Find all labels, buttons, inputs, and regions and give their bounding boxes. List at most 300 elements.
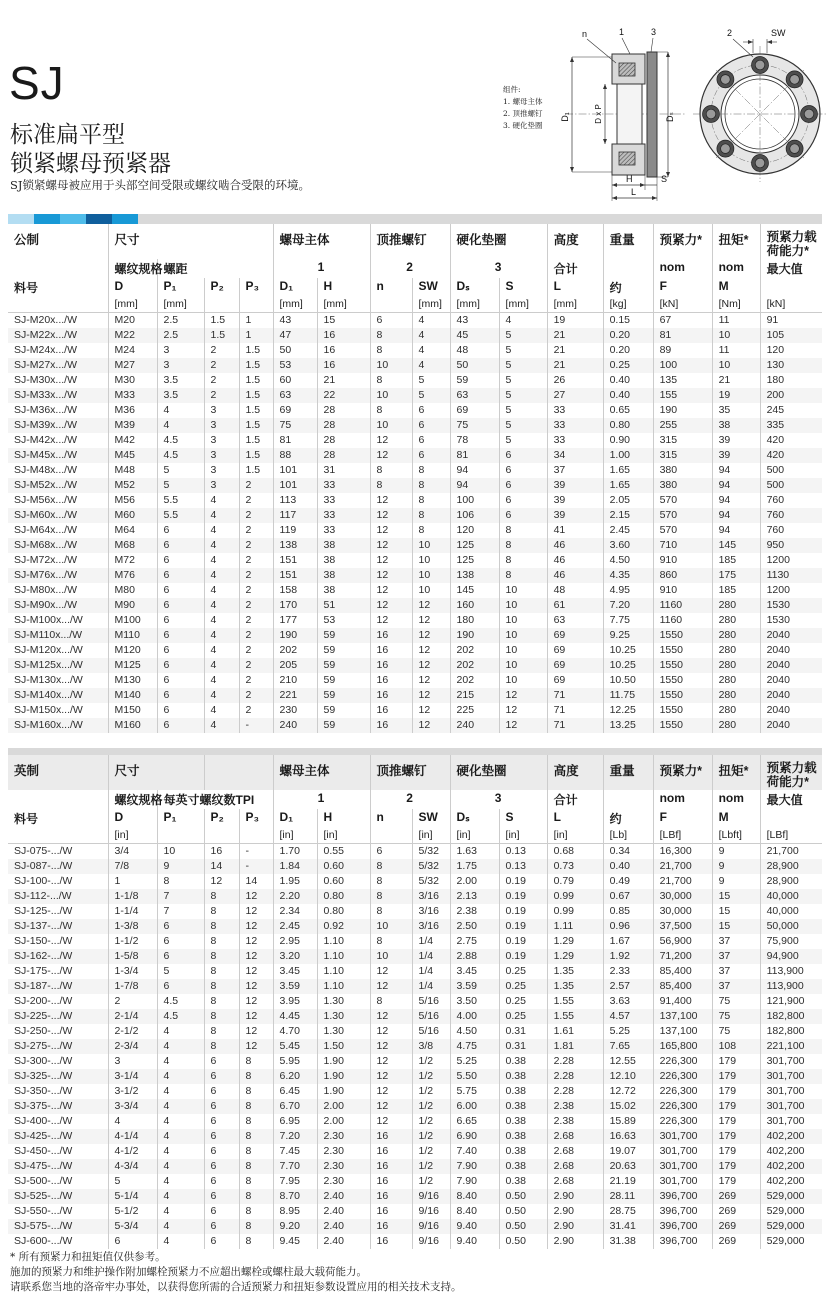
table-cell: 28 <box>317 403 370 418</box>
header-cell: 1 <box>273 790 370 809</box>
table-cell: 2.5 <box>157 328 204 343</box>
header-cell <box>8 790 108 809</box>
table-cell: 9.40 <box>450 1219 499 1234</box>
table-cell: 301,700 <box>760 1114 822 1129</box>
table-cell: 0.65 <box>603 403 653 418</box>
table-cell: 9.40 <box>450 1234 499 1249</box>
table-row <box>8 1189 822 1204</box>
table-cell: 1.65 <box>603 478 653 493</box>
table-cell: 4 <box>204 493 239 508</box>
table-cell: 1.35 <box>547 964 603 979</box>
table-cell: 9.45 <box>273 1234 317 1249</box>
table-cell: 8.95 <box>273 1204 317 1219</box>
table-cell: 6.95 <box>273 1114 317 1129</box>
table-cell: 529,000 <box>760 1234 822 1249</box>
header-cell: n <box>370 809 412 828</box>
dim-label-s: S <box>661 174 668 184</box>
table-cell: 2 <box>239 613 273 628</box>
table-cell: 16.63 <box>603 1129 653 1144</box>
table-row <box>8 979 822 994</box>
table-cell: 6.20 <box>273 1069 317 1084</box>
header-cell: 螺纹规格 <box>108 259 157 278</box>
table-cell: 3.5 <box>157 388 204 403</box>
table-cell: 6 <box>370 313 412 329</box>
table-cell: 12 <box>370 448 412 463</box>
table-cell: 280 <box>712 658 760 673</box>
table-cell: 59 <box>317 673 370 688</box>
table-cell: 6 <box>370 844 412 860</box>
table-cell: 2 <box>239 568 273 583</box>
part-number-cell: SJ-525-.../W <box>14 1190 73 1202</box>
table-cell: M48 <box>108 463 157 478</box>
table-cell: 10 <box>412 568 450 583</box>
table-cell: 7.45 <box>273 1144 317 1159</box>
table-cell: 6 <box>204 1234 239 1249</box>
table-cell: 269 <box>712 1204 760 1219</box>
table-cell: 4.00 <box>450 1009 499 1024</box>
table-cell: M120 <box>108 643 157 658</box>
table-row <box>8 1024 822 1039</box>
table-cell: 12 <box>370 508 412 523</box>
table-cell: 3 <box>204 433 239 448</box>
table-cell: 10 <box>370 418 412 433</box>
accent-band-segment <box>112 214 138 224</box>
table-cell: 1/2 <box>412 1159 450 1174</box>
table-row <box>8 949 822 964</box>
table-cell: 59 <box>317 688 370 703</box>
table-cell: 2-1/2 <box>108 1024 157 1039</box>
table-cell: 315 <box>653 433 712 448</box>
table-cell: 179 <box>712 1099 760 1114</box>
table-cell: 1-3/4 <box>108 964 157 979</box>
table-cell: 301,700 <box>653 1174 712 1189</box>
table-cell: 221 <box>273 688 317 703</box>
table-cell: 7.90 <box>450 1159 499 1174</box>
table-cell: 47 <box>273 328 317 343</box>
table-cell: 2.28 <box>547 1069 603 1084</box>
table-cell: 1.84 <box>273 859 317 874</box>
part-number-cell: SJ-112-.../W <box>14 890 72 902</box>
table-cell: 5 <box>499 403 547 418</box>
table-cell: 3/16 <box>412 889 450 904</box>
header-cell: M <box>712 278 760 297</box>
set-screw-section-top <box>619 63 635 76</box>
table-cell: 12 <box>239 934 273 949</box>
table-cell: 21,700 <box>653 859 712 874</box>
table-cell: M22 <box>108 328 157 343</box>
table-cell: 6 <box>204 1114 239 1129</box>
table-cell: 1/4 <box>412 979 450 994</box>
table-cell: 202 <box>450 643 499 658</box>
dim-label-l: L <box>631 187 637 197</box>
table-row <box>8 343 822 358</box>
table-cell: 34 <box>547 448 603 463</box>
table-cell: 2.28 <box>547 1084 603 1099</box>
table-cell: 180 <box>760 373 822 388</box>
table-cell: 12 <box>370 583 412 598</box>
part-number-cell: SJ-M20x.../W <box>14 314 78 326</box>
table-cell: 6 <box>157 919 204 934</box>
table-cell: 12 <box>370 1114 412 1129</box>
table-cell: 10 <box>499 613 547 628</box>
table-cell: 1.5 <box>239 343 273 358</box>
table-cell: 4 <box>204 643 239 658</box>
header-cell: [Lbft] <box>712 828 760 844</box>
table-cell: M27 <box>108 358 157 373</box>
table-cell: 7.40 <box>450 1144 499 1159</box>
table-cell: 4 <box>157 403 204 418</box>
table-cell: 1-1/8 <box>108 889 157 904</box>
table-cell: 255 <box>653 418 712 433</box>
header-cell: 每英寸螺纹数TPI <box>157 790 273 809</box>
table-cell: 91,400 <box>653 994 712 1009</box>
table-cell: 396,700 <box>653 1234 712 1249</box>
header-cell <box>239 828 273 844</box>
table-cell: M90 <box>108 598 157 613</box>
table-cell: 8 <box>370 403 412 418</box>
table-cell: 0.99 <box>547 889 603 904</box>
table-cell: 138 <box>273 538 317 553</box>
table-cell: 7/8 <box>108 859 157 874</box>
header-cell: [in] <box>108 828 157 844</box>
part-number-cell: SJ-M64x.../W <box>14 524 78 536</box>
table-cell: 75 <box>712 1024 760 1039</box>
front-view <box>693 39 827 182</box>
table-row <box>8 448 822 463</box>
header-cell <box>8 259 108 278</box>
table-row <box>8 328 822 343</box>
header-cell: nom <box>712 259 760 278</box>
table-cell: 1.10 <box>317 979 370 994</box>
table-cell: 5 <box>108 1174 157 1189</box>
metric-table <box>8 224 822 733</box>
header-cell <box>204 297 239 313</box>
table-cell: 8 <box>204 1024 239 1039</box>
table-cell: 9/16 <box>412 1189 450 1204</box>
accent-band-segment <box>34 214 60 224</box>
table-cell: 0.49 <box>603 874 653 889</box>
table-row <box>8 1099 822 1114</box>
table-cell: 6 <box>204 1129 239 1144</box>
table-cell: 860 <box>653 568 712 583</box>
table-cell: 43 <box>273 313 317 329</box>
table-cell: 10 <box>412 538 450 553</box>
table-cell: 5 <box>157 964 204 979</box>
table-cell: 245 <box>760 403 822 418</box>
header-cell: nom <box>712 790 760 809</box>
table-row <box>8 889 822 904</box>
table-cell: 6 <box>157 598 204 613</box>
table-cell: 2.30 <box>317 1159 370 1174</box>
table-cell: 179 <box>712 1159 760 1174</box>
table-cell: 6 <box>204 1159 239 1174</box>
table-cell: 16 <box>204 844 239 860</box>
table-cell: 4 <box>157 1234 204 1249</box>
table-cell: 10 <box>370 919 412 934</box>
table-cell: 5.45 <box>273 1039 317 1054</box>
table-cell: 2.38 <box>450 904 499 919</box>
table-cell: 27 <box>547 388 603 403</box>
table-cell: 33 <box>317 478 370 493</box>
header-cell: 约 <box>603 809 653 828</box>
table-cell: 10 <box>412 583 450 598</box>
part-number-cell: SJ-M120x.../W <box>14 644 83 656</box>
table-cell: M110 <box>108 628 157 643</box>
table-cell: 3/16 <box>412 919 450 934</box>
header-cell: 2 <box>370 259 450 278</box>
table-cell: 8 <box>239 1219 273 1234</box>
table-cell: 16 <box>317 358 370 373</box>
table-cell: 1/2 <box>412 1054 450 1069</box>
header-cell <box>603 259 653 278</box>
table-cell: 85,400 <box>653 979 712 994</box>
table-cell: 1/4 <box>412 949 450 964</box>
part-number-cell: SJ-M36x.../W <box>14 404 78 416</box>
table-cell: 177 <box>273 613 317 628</box>
table-cell: 59 <box>450 373 499 388</box>
table-cell: 1530 <box>760 613 822 628</box>
header-cell: 预紧力* <box>653 224 712 259</box>
table-cell: 38 <box>317 583 370 598</box>
footnote-line: * 所有预紧力和扭矩值仅供参考。 <box>10 1251 166 1263</box>
table-cell: 1.95 <box>273 874 317 889</box>
table-cell: 0.38 <box>499 1069 547 1084</box>
header-cell: [in] <box>450 828 499 844</box>
table-cell: 69 <box>547 643 603 658</box>
table-cell: 60 <box>273 373 317 388</box>
table-cell: 2 <box>204 343 239 358</box>
table-cell: 12 <box>412 673 450 688</box>
table-cell: 8 <box>412 493 450 508</box>
table-cell: 185 <box>712 553 760 568</box>
table-cell: 396,700 <box>653 1204 712 1219</box>
table-cell: M30 <box>108 373 157 388</box>
table-cell: 4 <box>157 418 204 433</box>
table-cell: 8 <box>204 934 239 949</box>
table-cell: 6 <box>157 718 204 733</box>
table-cell: 10 <box>499 598 547 613</box>
table-cell: 402,200 <box>760 1159 822 1174</box>
table-cell: 1.61 <box>547 1024 603 1039</box>
part-number-cell: SJ-325-.../W <box>14 1070 73 1082</box>
table-cell: 179 <box>712 1054 760 1069</box>
header-cell: [in] <box>412 828 450 844</box>
table-cell: 21,700 <box>760 844 822 860</box>
table-cell: 12 <box>239 949 273 964</box>
table-cell: 0.99 <box>547 904 603 919</box>
table-cell: 71 <box>547 688 603 703</box>
table-cell: 15 <box>712 904 760 919</box>
table-cell: 1550 <box>653 703 712 718</box>
table-cell: 1.00 <box>603 448 653 463</box>
table-cell: 12 <box>239 919 273 934</box>
product-series-title: SJ <box>9 57 65 109</box>
part-number-cell: SJ-475-.../W <box>14 1160 73 1172</box>
table-cell: 16 <box>370 1129 412 1144</box>
table-cell: 85,400 <box>653 964 712 979</box>
table-cell: 0.50 <box>499 1189 547 1204</box>
table-cell: 16 <box>370 658 412 673</box>
table-cell: 50,000 <box>760 919 822 934</box>
table-cell: 43 <box>450 313 499 329</box>
part-number-cell: SJ-550-.../W <box>14 1205 73 1217</box>
table-cell: 8 <box>239 1189 273 1204</box>
table-cell: 2.50 <box>450 919 499 934</box>
table-row <box>8 718 822 733</box>
table-cell: 280 <box>712 718 760 733</box>
table-cell: 117 <box>273 508 317 523</box>
table-cell: 46 <box>547 568 603 583</box>
header-cell: 重量 <box>603 224 653 259</box>
table-cell: 100 <box>450 493 499 508</box>
table-cell: 11 <box>712 313 760 329</box>
table-cell: 301,700 <box>653 1144 712 1159</box>
table-cell: 280 <box>712 598 760 613</box>
table-cell: 26 <box>547 373 603 388</box>
table-cell: 12 <box>370 493 412 508</box>
table-cell: 94,900 <box>760 949 822 964</box>
table-cell: 160 <box>450 598 499 613</box>
header-cell: 尺寸 <box>108 224 273 259</box>
table-cell: 15 <box>712 919 760 934</box>
table-cell: 221,100 <box>760 1039 822 1054</box>
table-row <box>8 1144 822 1159</box>
table-cell: 0.38 <box>499 1174 547 1189</box>
header-cell: D <box>108 809 157 828</box>
table-cell: 108 <box>712 1039 760 1054</box>
table-cell: 9.25 <box>603 628 653 643</box>
table-cell: 4.75 <box>450 1039 499 1054</box>
table-cell: 1.10 <box>317 949 370 964</box>
table-cell: 3 <box>204 478 239 493</box>
table-row <box>8 583 822 598</box>
table-cell: 1-7/8 <box>108 979 157 994</box>
table-cell: 4 <box>157 1129 204 1144</box>
table-cell: 3 <box>108 1054 157 1069</box>
part-number-cell: SJ-300-.../W <box>14 1055 73 1067</box>
table-cell: 12 <box>412 658 450 673</box>
table-cell: 1.5 <box>239 433 273 448</box>
table-row <box>8 1054 822 1069</box>
table-cell: 760 <box>760 508 822 523</box>
table-cell: 1.29 <box>547 934 603 949</box>
table-cell: 950 <box>760 538 822 553</box>
table-cell: 0.40 <box>603 373 653 388</box>
part-number-cell: SJ-137-.../W <box>14 920 73 932</box>
table-cell: 8 <box>370 904 412 919</box>
table-cell: 6 <box>204 1099 239 1114</box>
table-cell: 240 <box>450 718 499 733</box>
table-cell: 4 <box>108 1114 157 1129</box>
table-cell: 8 <box>239 1114 273 1129</box>
header-cell: 1 <box>273 259 370 278</box>
table-cell: 12 <box>239 889 273 904</box>
table-cell: 16 <box>370 1144 412 1159</box>
table-cell: 269 <box>712 1219 760 1234</box>
table-cell: 6 <box>204 1174 239 1189</box>
dim-label-sw: SW <box>771 28 786 38</box>
table-cell: 63 <box>450 388 499 403</box>
table-cell: 301,700 <box>760 1099 822 1114</box>
table-cell: 75 <box>712 994 760 1009</box>
table-cell: 1550 <box>653 673 712 688</box>
table-cell: 226,300 <box>653 1114 712 1129</box>
table-cell: 2.40 <box>317 1234 370 1249</box>
table-cell: 190 <box>273 628 317 643</box>
table-cell: 6 <box>157 673 204 688</box>
table-cell: 396,700 <box>653 1189 712 1204</box>
table-cell: 0.15 <box>603 313 653 329</box>
table-cell: 5-1/2 <box>108 1204 157 1219</box>
table-cell: 6 <box>412 418 450 433</box>
table-cell: 0.80 <box>317 889 370 904</box>
table-cell: 2 <box>239 523 273 538</box>
table-cell: 0.25 <box>499 964 547 979</box>
part-number-cell: SJ-250-.../W <box>14 1025 73 1037</box>
imperial-table <box>8 755 822 1249</box>
table-row <box>8 859 822 874</box>
table-cell: 6 <box>157 628 204 643</box>
table-cell: 19 <box>712 388 760 403</box>
header-cell: D₁ <box>273 809 317 828</box>
table-cell: 10 <box>499 658 547 673</box>
table-cell: 4-1/4 <box>108 1129 157 1144</box>
table-cell: 10 <box>370 388 412 403</box>
table-cell: 1/2 <box>412 1114 450 1129</box>
table-cell: 11 <box>712 343 760 358</box>
table-cell: 185 <box>712 583 760 598</box>
table-cell: M72 <box>108 553 157 568</box>
table-cell: 8 <box>204 964 239 979</box>
table-cell: 50 <box>450 358 499 373</box>
part-number-cell: SJ-M72x.../W <box>14 554 78 566</box>
table-cell: 12 <box>204 874 239 889</box>
table-cell: 6 <box>204 1204 239 1219</box>
table-cell: 4.57 <box>603 1009 653 1024</box>
table-cell: 40,000 <box>760 889 822 904</box>
part-number-cell: SJ-087-.../W <box>14 860 73 872</box>
table-row <box>8 1174 822 1189</box>
table-cell: M42 <box>108 433 157 448</box>
table-cell: 0.67 <box>603 889 653 904</box>
header-cell: 硬化垫圈 <box>450 755 547 790</box>
table-row <box>8 598 822 613</box>
table-cell: 170 <box>273 598 317 613</box>
table-cell: 113,900 <box>760 964 822 979</box>
table-cell: 16 <box>370 1234 412 1249</box>
table-cell: 69 <box>450 403 499 418</box>
table-cell: 78 <box>450 433 499 448</box>
table-cell: 4 <box>204 538 239 553</box>
table-cell: 8 <box>499 523 547 538</box>
table-cell: 5.75 <box>450 1084 499 1099</box>
header-cell: 预紧力载荷能力* <box>760 755 822 790</box>
table-cell: 2.45 <box>273 919 317 934</box>
table-cell: 2.45 <box>603 523 653 538</box>
table-cell: 75,900 <box>760 934 822 949</box>
table-cell: 5 <box>157 478 204 493</box>
table-cell: 9 <box>712 859 760 874</box>
table-cell: 94 <box>712 478 760 493</box>
part-number-cell: SJ-187-.../W <box>14 980 73 992</box>
table-cell: 1.90 <box>317 1084 370 1099</box>
table-cell: 2.33 <box>603 964 653 979</box>
table-cell: 301,700 <box>760 1069 822 1084</box>
part-number-cell: SJ-M100x.../W <box>14 614 83 626</box>
table-row <box>8 1009 822 1024</box>
table-row <box>8 628 822 643</box>
header-cell: 合计 <box>547 790 603 809</box>
